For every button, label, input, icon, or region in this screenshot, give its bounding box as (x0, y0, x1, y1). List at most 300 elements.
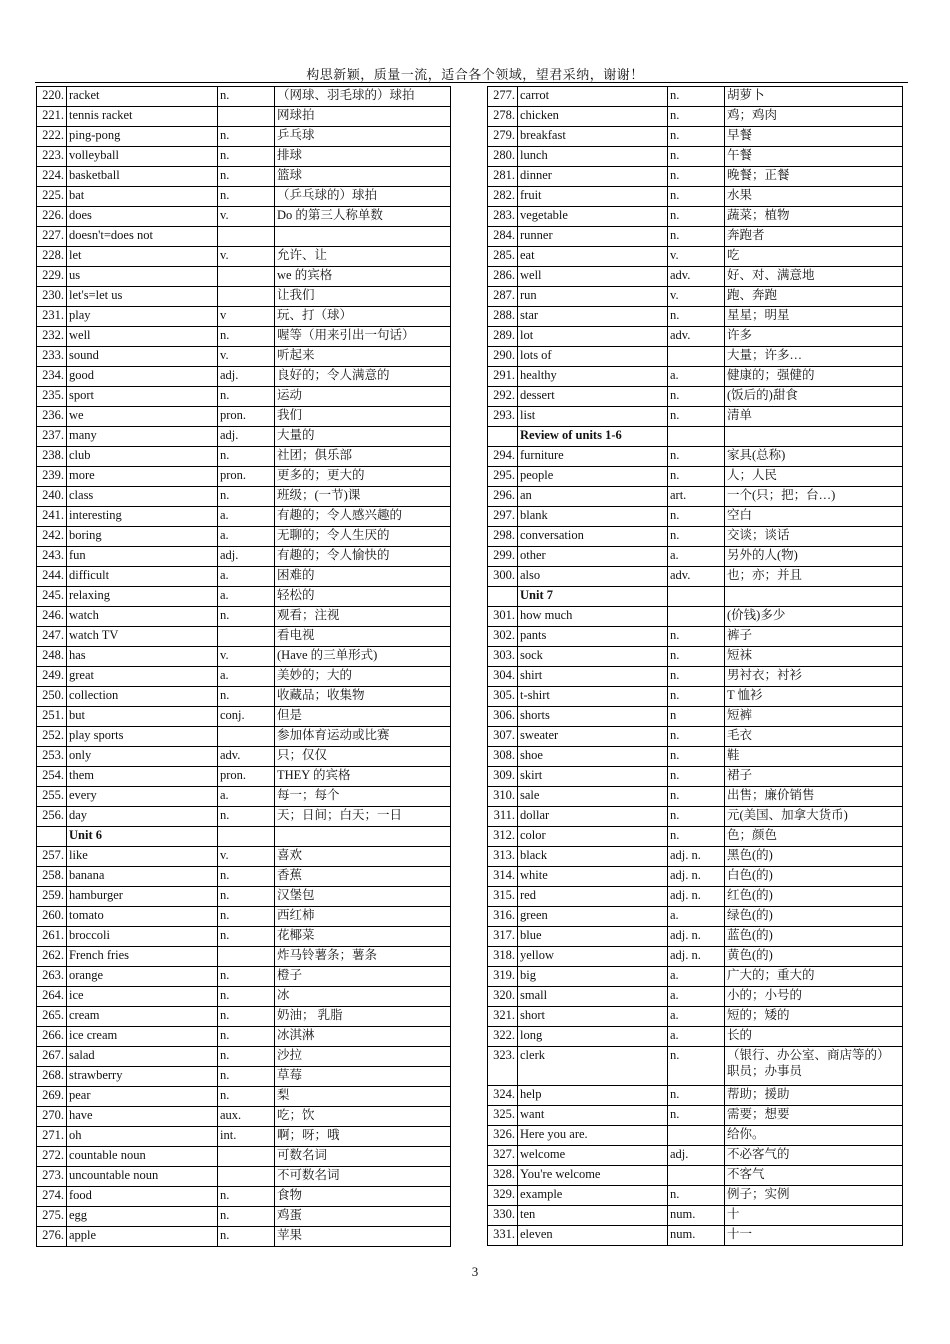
entry-word: volleyball (67, 147, 218, 167)
vocab-table-right (487, 86, 903, 1246)
entry-number: 235. (37, 387, 67, 407)
vocab-row (37, 1227, 451, 1247)
vocab-row (488, 547, 903, 567)
entry-word: dollar (518, 807, 668, 827)
entry-meaning: 交谈；谈话 (725, 527, 903, 547)
entry-word: oh (67, 1127, 218, 1147)
entry-meaning: 红色(的) (725, 887, 903, 907)
entry-number: 262. (37, 947, 67, 967)
vocab-row (37, 647, 451, 667)
vocab-row (37, 367, 451, 387)
entry-meaning: 短裤 (725, 707, 903, 727)
entry-part-of-speech (218, 947, 275, 967)
entry-meaning: 无聊的；令人生厌的 (275, 527, 451, 547)
entry-part-of-speech: a. (668, 987, 725, 1007)
entry-number: 306. (488, 707, 518, 727)
entry-word: orange (67, 967, 218, 987)
vocab-row (37, 1087, 451, 1107)
entry-word: good (67, 367, 218, 387)
entry-number: 286. (488, 267, 518, 287)
entry-part-of-speech: n. (218, 1027, 275, 1047)
entry-number: 274. (37, 1187, 67, 1207)
entry-word: salad (67, 1047, 218, 1067)
entry-number: 329. (488, 1186, 518, 1206)
entry-meaning: 轻松的 (275, 587, 451, 607)
entry-meaning: 更多的；更大的 (275, 467, 451, 487)
entry-number: 261. (37, 927, 67, 947)
vocab-row (488, 1186, 903, 1206)
entry-number: 236. (37, 407, 67, 427)
entry-word: sock (518, 647, 668, 667)
entry-meaning: （网球、羽毛球的）球拍 (275, 87, 451, 107)
entry-meaning: 水果 (725, 187, 903, 207)
section-heading-row (37, 827, 451, 847)
vocab-row (37, 587, 451, 607)
entry-part-of-speech: aux. (218, 1107, 275, 1127)
entry-number: 301. (488, 607, 518, 627)
vocab-row (37, 307, 451, 327)
entry-meaning: 玩、打（球） (275, 307, 451, 327)
entry-number: 324. (488, 1086, 518, 1106)
entry-number: 250. (37, 687, 67, 707)
entry-part-of-speech (668, 1166, 725, 1186)
entry-word: more (67, 467, 218, 487)
entry-number: 254. (37, 767, 67, 787)
vocab-row (37, 987, 451, 1007)
entry-word: ice (67, 987, 218, 1007)
entry-number: 288. (488, 307, 518, 327)
vocab-row (488, 267, 903, 287)
entry-number: 328. (488, 1166, 518, 1186)
section-heading-row (488, 427, 903, 447)
entry-word: color (518, 827, 668, 847)
entry-meaning: 鸡；鸡肉 (725, 107, 903, 127)
entry-meaning: 出售；廉价销售 (725, 787, 903, 807)
entry-number: 243. (37, 547, 67, 567)
vocab-row (488, 1027, 903, 1047)
entry-number: 316. (488, 907, 518, 927)
entry-number: 258. (37, 867, 67, 887)
entry-part-of-speech: adv. (218, 747, 275, 767)
vocab-row (488, 807, 903, 827)
vocab-row (488, 187, 903, 207)
entry-number: 296. (488, 487, 518, 507)
entry-word: basketball (67, 167, 218, 187)
entry-meaning: 排球 (275, 147, 451, 167)
entry-meaning: 乒乓球 (275, 127, 451, 147)
entry-number: 326. (488, 1126, 518, 1146)
vocab-row (37, 1067, 451, 1087)
entry-number: 224. (37, 167, 67, 187)
entry-word: day (67, 807, 218, 827)
entry-number: 300. (488, 567, 518, 587)
entry-part-of-speech (218, 727, 275, 747)
entry-word: relaxing (67, 587, 218, 607)
entry-number: 298. (488, 527, 518, 547)
vocab-row (37, 787, 451, 807)
entry-meaning: 广大的；重大的 (725, 967, 903, 987)
entry-number: 327. (488, 1146, 518, 1166)
entry-word: an (518, 487, 668, 507)
entry-part-of-speech: n. (668, 227, 725, 247)
entry-meaning: 元(美国、加拿大货币) (725, 807, 903, 827)
entry-part-of-speech (668, 347, 725, 367)
entry-word: only (67, 747, 218, 767)
entry-meaning: 橙子 (275, 967, 451, 987)
vocab-row (488, 747, 903, 767)
vocab-row (37, 707, 451, 727)
entry-part-of-speech: n. (668, 1086, 725, 1106)
entry-number: 230. (37, 287, 67, 307)
page-header: 构思新颖，质量一流，适合各个领域，望君采纳，谢谢！ (306, 67, 644, 82)
entry-word: ping-pong (67, 127, 218, 147)
entry-number: 272. (37, 1147, 67, 1167)
entry-meaning: 绿色(的) (725, 907, 903, 927)
entry-meaning: 喔等（用来引出一句话） (275, 327, 451, 347)
vocab-row (488, 387, 903, 407)
entry-meaning: 短的；矮的 (725, 1007, 903, 1027)
entry-part-of-speech: n. (668, 787, 725, 807)
entry-part-of-speech: n. (668, 187, 725, 207)
entry-part-of-speech: a. (218, 587, 275, 607)
entry-word: cream (67, 1007, 218, 1027)
entry-word: many (67, 427, 218, 447)
entry-number: 267. (37, 1047, 67, 1067)
entry-word: play sports (67, 727, 218, 747)
entry-part-of-speech (668, 607, 725, 627)
entry-word: shoe (518, 747, 668, 767)
vocab-row (488, 147, 903, 167)
vocab-row (488, 707, 903, 727)
entry-meaning: 晚餐；正餐 (725, 167, 903, 187)
entry-word: apple (67, 1227, 218, 1247)
entry-word: clerk (518, 1047, 668, 1086)
vocab-row (37, 207, 451, 227)
entry-part-of-speech: n. (668, 807, 725, 827)
entry-number: 318. (488, 947, 518, 967)
entry-word: boring (67, 527, 218, 547)
entry-number: 330. (488, 1206, 518, 1226)
entry-number: 303. (488, 647, 518, 667)
entry-number: 294. (488, 447, 518, 467)
vocab-row (488, 107, 903, 127)
vocab-row (488, 667, 903, 687)
entry-meaning: 可数名词 (275, 1147, 451, 1167)
entry-meaning: 花椰菜 (275, 927, 451, 947)
entry-number: 319. (488, 967, 518, 987)
entry-meaning: 奶油； 乳脂 (275, 1007, 451, 1027)
entry-part-of-speech: n. (218, 147, 275, 167)
entry-part-of-speech: pron. (218, 467, 275, 487)
entry-part-of-speech (218, 1167, 275, 1187)
entry-number: 259. (37, 887, 67, 907)
entry-part-of-speech: n. (668, 627, 725, 647)
entry-word: shirt (518, 667, 668, 687)
entry-part-of-speech: n. (218, 967, 275, 987)
vocab-row (37, 407, 451, 427)
entry-number: 234. (37, 367, 67, 387)
entry-meaning: 长的 (725, 1027, 903, 1047)
vocab-row (488, 247, 903, 267)
entry-word: healthy (518, 367, 668, 387)
entry-part-of-speech (218, 227, 275, 247)
entry-part-of-speech: a. (218, 527, 275, 547)
entry-number: 265. (37, 1007, 67, 1027)
section-heading: Unit 6 (67, 827, 218, 847)
entry-part-of-speech: n. (218, 127, 275, 147)
entry-part-of-speech: n. (218, 987, 275, 1007)
entry-number (488, 587, 518, 607)
vocab-row (488, 1086, 903, 1106)
entry-meaning: 每一；每个 (275, 787, 451, 807)
entry-meaning: 良好的；令人满意的 (275, 367, 451, 387)
vocab-table-right-body (488, 87, 903, 1246)
vocab-row (37, 807, 451, 827)
entry-meaning: 看电视 (275, 627, 451, 647)
entry-part-of-speech: n. (218, 1187, 275, 1207)
entry-meaning: 需要；想要 (725, 1106, 903, 1126)
entry-number: 238. (37, 447, 67, 467)
entry-meaning (275, 827, 451, 847)
vocab-row (488, 607, 903, 627)
entry-number: 302. (488, 627, 518, 647)
vocab-row (488, 1106, 903, 1126)
entry-word: great (67, 667, 218, 687)
entry-number: 229. (37, 267, 67, 287)
entry-word: blue (518, 927, 668, 947)
vocab-row (37, 187, 451, 207)
entry-word: dessert (518, 387, 668, 407)
vocab-row (37, 1167, 451, 1187)
entry-part-of-speech: n. (668, 87, 725, 107)
entry-number: 232. (37, 327, 67, 347)
entry-part-of-speech (218, 287, 275, 307)
entry-part-of-speech: n. (668, 767, 725, 787)
entry-meaning: Do 的第三人称单数 (275, 207, 451, 227)
entry-meaning: 跑、奔跑 (725, 287, 903, 307)
entry-part-of-speech (218, 267, 275, 287)
entry-number: 320. (488, 987, 518, 1007)
vocab-row (488, 487, 903, 507)
entry-word: club (67, 447, 218, 467)
entry-meaning: 运动 (275, 387, 451, 407)
entry-number (37, 827, 67, 847)
entry-part-of-speech (668, 1126, 725, 1146)
entry-meaning (275, 227, 451, 247)
entry-word: green (518, 907, 668, 927)
entry-meaning: 收藏品；收集物 (275, 687, 451, 707)
entry-part-of-speech: n. (218, 887, 275, 907)
entry-part-of-speech: n. (668, 127, 725, 147)
entry-part-of-speech: n. (668, 407, 725, 427)
entry-number: 323. (488, 1047, 518, 1086)
entry-word: well (67, 327, 218, 347)
entry-part-of-speech: a. (668, 367, 725, 387)
entry-meaning: 午餐 (725, 147, 903, 167)
entry-meaning: 蔬菜；植物 (725, 207, 903, 227)
entry-meaning: 不必客气的 (725, 1146, 903, 1166)
entry-number: 295. (488, 467, 518, 487)
entry-part-of-speech: n. (218, 187, 275, 207)
entry-part-of-speech: a. (218, 667, 275, 687)
vocab-row (37, 1147, 451, 1167)
entry-number: 322. (488, 1027, 518, 1047)
entry-part-of-speech: n. (218, 1047, 275, 1067)
entry-number: 287. (488, 287, 518, 307)
entry-word: long (518, 1027, 668, 1047)
entry-word: list (518, 407, 668, 427)
vocab-row (37, 467, 451, 487)
entry-number: 237. (37, 427, 67, 447)
entry-number: 308. (488, 747, 518, 767)
entry-word: lots of (518, 347, 668, 367)
vocab-row (37, 767, 451, 787)
entry-word: pants (518, 627, 668, 647)
entry-part-of-speech: a. (668, 907, 725, 927)
entry-word: sale (518, 787, 668, 807)
entry-number: 314. (488, 867, 518, 887)
vocab-row (488, 927, 903, 947)
entry-part-of-speech: n. (218, 1067, 275, 1087)
entry-meaning: 短袜 (725, 647, 903, 667)
vocab-row (488, 967, 903, 987)
vocab-row (37, 267, 451, 287)
entry-word: big (518, 967, 668, 987)
vocab-row (488, 207, 903, 227)
entry-word: watch (67, 607, 218, 627)
entry-word: French fries (67, 947, 218, 967)
entry-number: 310. (488, 787, 518, 807)
entry-part-of-speech: v. (218, 207, 275, 227)
vocab-table-left (36, 86, 451, 1247)
entry-meaning: 观看；注视 (275, 607, 451, 627)
vocab-row (488, 567, 903, 587)
vocab-row (488, 867, 903, 887)
entry-number: 277. (488, 87, 518, 107)
entry-number: 245. (37, 587, 67, 607)
entry-meaning: 我们 (275, 407, 451, 427)
entry-meaning: 让我们 (275, 287, 451, 307)
entry-meaning: 裙子 (725, 767, 903, 787)
entry-meaning: 天；日间；白天；一日 (275, 807, 451, 827)
entry-meaning: 星星；明星 (725, 307, 903, 327)
entry-number: 253. (37, 747, 67, 767)
entry-part-of-speech: n. (668, 527, 725, 547)
entry-word: pear (67, 1087, 218, 1107)
vocab-row (37, 87, 451, 107)
vocab-row (488, 127, 903, 147)
entry-part-of-speech: n. (218, 327, 275, 347)
vocab-row (37, 507, 451, 527)
entry-meaning: (价钱)多少 (725, 607, 903, 627)
entry-part-of-speech: a. (668, 547, 725, 567)
page-number: 3 (471, 1264, 479, 1279)
entry-number: 278. (488, 107, 518, 127)
vocab-row (488, 167, 903, 187)
entry-number: 241. (37, 507, 67, 527)
entry-part-of-speech: n. (668, 727, 725, 747)
entry-meaning: 大量；许多… (725, 347, 903, 367)
entry-word: sport (67, 387, 218, 407)
entry-meaning: 鞋 (725, 747, 903, 767)
entry-part-of-speech: n. (668, 1047, 725, 1086)
vocab-row (37, 387, 451, 407)
entry-meaning: 帮助；援助 (725, 1086, 903, 1106)
entry-part-of-speech: n. (668, 687, 725, 707)
entry-meaning: 困难的 (275, 567, 451, 587)
vocab-row (37, 1107, 451, 1127)
vocab-row (37, 1047, 451, 1067)
entry-part-of-speech: n. (668, 307, 725, 327)
entry-word: well (518, 267, 668, 287)
entry-part-of-speech: int. (218, 1127, 275, 1147)
entry-number: 251. (37, 707, 67, 727)
entry-word: broccoli (67, 927, 218, 947)
entry-word: help (518, 1086, 668, 1106)
entry-part-of-speech: n. (668, 387, 725, 407)
vocab-row (37, 247, 451, 267)
entry-number: 225. (37, 187, 67, 207)
vocab-row (488, 767, 903, 787)
entry-number: 260. (37, 907, 67, 927)
entry-number: 275. (37, 1207, 67, 1227)
entry-meaning: 早餐 (725, 127, 903, 147)
entry-part-of-speech (218, 627, 275, 647)
entry-word: star (518, 307, 668, 327)
entry-number: 242. (37, 527, 67, 547)
entry-number: 247. (37, 627, 67, 647)
entry-number: 269. (37, 1087, 67, 1107)
entry-part-of-speech: n. (668, 147, 725, 167)
entry-meaning: 草莓 (275, 1067, 451, 1087)
vocab-row (488, 1047, 903, 1086)
entry-meaning: 裤子 (725, 627, 903, 647)
entry-number: 283. (488, 207, 518, 227)
vocab-row (488, 907, 903, 927)
entry-part-of-speech: n. (218, 687, 275, 707)
entry-meaning: 黑色(的) (725, 847, 903, 867)
entry-word: like (67, 847, 218, 867)
vocab-row (488, 467, 903, 487)
entry-word: collection (67, 687, 218, 707)
entry-part-of-speech: v. (668, 287, 725, 307)
vocab-row (488, 1007, 903, 1027)
entry-number: 282. (488, 187, 518, 207)
entry-meaning: 允许、让 (275, 247, 451, 267)
vocab-row (37, 1127, 451, 1147)
entry-word: furniture (518, 447, 668, 467)
entry-number: 279. (488, 127, 518, 147)
entry-part-of-speech: n. (218, 447, 275, 467)
entry-word: difficult (67, 567, 218, 587)
entry-part-of-speech: a. (218, 507, 275, 527)
entry-number: 299. (488, 547, 518, 567)
entry-word: we (67, 407, 218, 427)
entry-word: does (67, 207, 218, 227)
entry-word: countable noun (67, 1147, 218, 1167)
entry-number: 290. (488, 347, 518, 367)
entry-number: 263. (37, 967, 67, 987)
entry-word: how much (518, 607, 668, 627)
entry-number: 312. (488, 827, 518, 847)
entry-meaning: 吃；饮 (275, 1107, 451, 1127)
entry-meaning: 冰 (275, 987, 451, 1007)
entry-part-of-speech: adv. (668, 267, 725, 287)
entry-meaning: 清单 (725, 407, 903, 427)
entry-meaning: 苹果 (275, 1227, 451, 1247)
vocab-row (37, 287, 451, 307)
entry-part-of-speech (218, 827, 275, 847)
